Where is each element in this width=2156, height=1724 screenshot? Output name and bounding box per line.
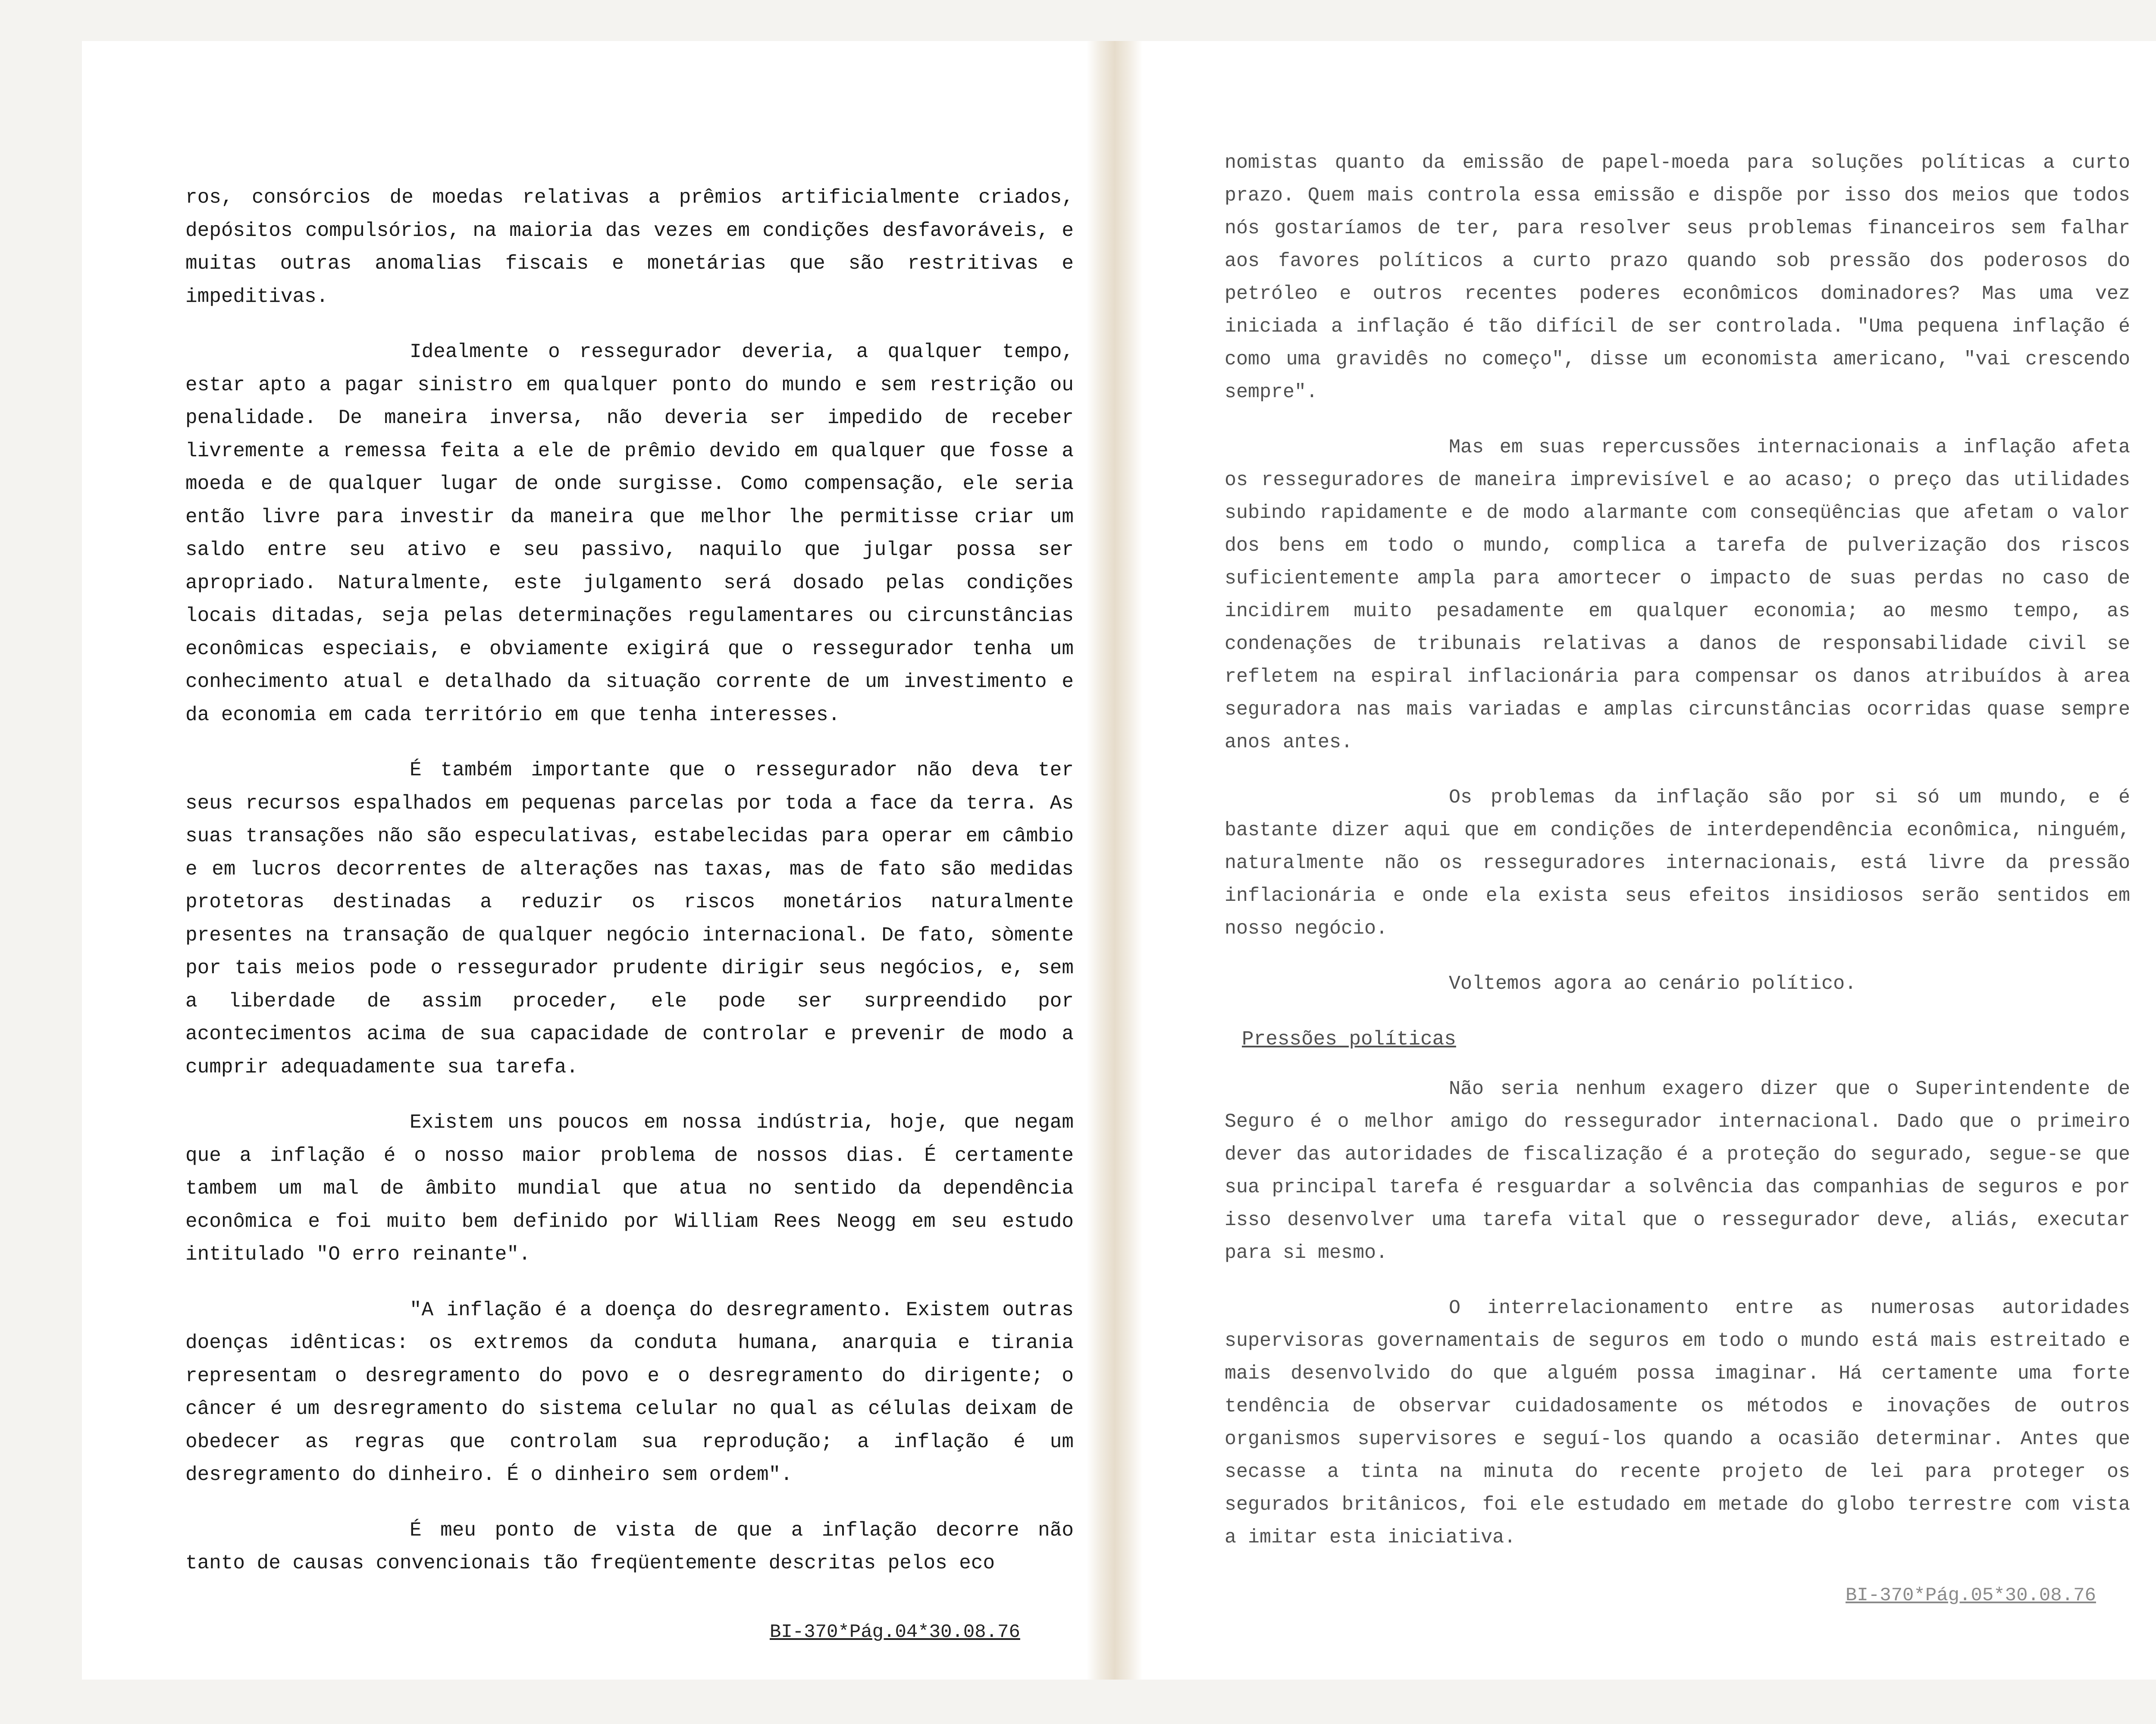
- left-paragraph-3: É também importante que o ressegurador não deva ter seus recursos espalhados em pequenas parcelas por toda a face da terra. As suas transações não são especulativas, estabelecidas para operar em câmbio e em lucros decorrentes de alterações nas taxas, mas de fato são medidas protetoras destinadas a reduzir os riscos monetários naturalmente presentes na transação de qualquer negócio internacional. De fato, sòmente por tais meios pode o ressegurador prudente dirigir seus negócios, e, sem a liberdade de assim proceder, ele pode ser surpreendido por acontecimentos acima de sua capacidade de controlar e prevenir de modo a cumprir adequadamente sua tarefa.: [185, 759, 1074, 1078]
- left-quote-paragraph: "A inflação é a doença do desregramento. Existem outras doenças idênticas: os extremos da conduta humana, anarquia e tirania representam o desregramento do povo e o desregramento do dirigente; o câncer é um desregramento do sistema celular no qual as células deixam de obedecer as regras que controlam sua reprodução; a inflação é um desregramento do dinheiro. É o dinheiro sem ordem".: [185, 1298, 1074, 1486]
- left-page-footer: BI-370*Pág.04*30.08.76: [770, 1621, 1020, 1643]
- book-gutter: [1087, 41, 1143, 1680]
- left-paragraph-1: ros, consórcios de moedas relativas a prêmios artificialmente criados, depósitos compulsórios, na maioria das vezes em condições desfavoráveis, e muitas outras anomalias fiscais e monetárias que são restritivas e impeditivas.: [185, 186, 1074, 308]
- right-paragraph-1: nomistas quanto da emissão de papel-moeda para soluções políticas a curto prazo. Quem mais controla essa emissão e dispõe por isso dos meios que todos nós gostaríamos de ter, para resolver seus problemas financeiros sem falhar aos favores políticos a curto prazo quando sob pressão dos poderosos do petróleo e outros recentes poderes econômicos dominadores? Mas uma vez iniciada a inflação é tão difícil de ser controlada. "Uma pequena inflação é como uma gravidês no começo", disse um economista americano, "vai crescendo sempre".: [1225, 152, 2130, 403]
- right-paragraph-3: Os problemas da inflação são por si só um mundo, e é bastante dizer aqui que em condições de interdependência econômica, ninguém, naturalmente não os resseguradores internacionais, está livre da pressão inflacionária e onde ela exista seus efeitos insidiosos serão sentidos em nosso negócio.: [1225, 787, 2130, 940]
- right-paragraph-5: Não seria nenhum exagero dizer que o Superintendente de Seguro é o melhor amigo do ressegurador internacional. Dado que o primeiro dever das autoridades de fiscalização é a proteção do segurado, segue-se que sua principal tarefa é resguardar a solvência das companhias de seguros e por isso desenvolver uma tarefa vital que o ressegurador deve, aliás, executar para si mesmo.: [1225, 1078, 2130, 1264]
- right-paragraph-4: Voltemos agora ao cenário político.: [1449, 973, 1857, 995]
- right-page-footer: BI-370*Pág.05*30.08.76: [1846, 1585, 2096, 1606]
- left-paragraph-4: Existem uns poucos em nossa indústria, hoje, que negam que a inflação é o nosso maior problema de nossos dias. É certamente tambem um mal de âmbito mundial que atua no sentido da dependência econômica e foi muito bem definido por William Rees Neogg em seu estudo intitulado "O erro reinante".: [185, 1111, 1074, 1266]
- left-paragraph-6: É meu ponto de vista de que a inflação decorre não tanto de causas convencionais tão freqüentemente descritas pelos eco: [185, 1519, 1074, 1574]
- left-paragraph-2: Idealmente o ressegurador deveria, a qualquer tempo, estar apto a pagar sinistro em qualquer ponto do mundo e sem restrição ou penalidade. De maneira inversa, não deveria ser impedido de receber livremente a remessa feita a ele de prêmio devido em qualquer que fosse a moeda e de qualquer lugar de onde surgisse. Como compensação, ele seria então livre para investir da maneira que melhor lhe permitisse criar um saldo entre seu ativo e seu passivo, naquilo que julgar possa ser apropriado. Naturalmente, este julgamento será dosado pelas condições locais ditadas, seja pelas determinações regulamentares ou circunstâncias econômicas especiais, e obviamente exigirá que o ressegurador tenha um conhecimento atual e detalhado da situação corrente de um investimento e da economia em cada território em que tenha interesses.: [185, 341, 1074, 726]
- right-page: [1225, 147, 2130, 1577]
- left-page: [185, 181, 1074, 1602]
- right-paragraph-2: Mas em suas repercussões internacionais a inflação afeta os resseguradores de maneira imprevisível e ao acaso; o preço das utilidades subindo rapidamente e de modo alarmante com conseqüências que afetam o valor dos bens em todo o mundo, complica a tarefa de pulverização dos riscos suficientemente ampla para amortecer o impacto de suas perdas no caso de incidirem muito pesadamente em qualquer economia; ao mesmo tempo, as condenações de tribunais relativas a danos de responsabilidade civil se refletem na espiral inflacionária para compensar os danos atribuídos à area seguradora nas mais variadas e amplas circunstâncias ocorridas quase sempre anos antes.: [1225, 436, 2130, 753]
- section-heading: Pressões políticas: [1242, 1028, 1456, 1050]
- right-paragraph-6: O interrelacionamento entre as numerosas autoridades supervisoras governamentais de seguros em todo o mundo está mais estreitado e mais desenvolvido do que alguém possa imaginar. Há certamente uma forte tendência de observar cuidadosamente os métodos e inovações de outros organismos supervisores e seguí-los quando a ocasião determinar. Antes que secasse a tinta na minuta do recente projeto de lei para proteger os segurados britânicos, foi ele estudado em metade do globo terrestre com vista a imitar esta iniciativa.: [1225, 1297, 2130, 1548]
